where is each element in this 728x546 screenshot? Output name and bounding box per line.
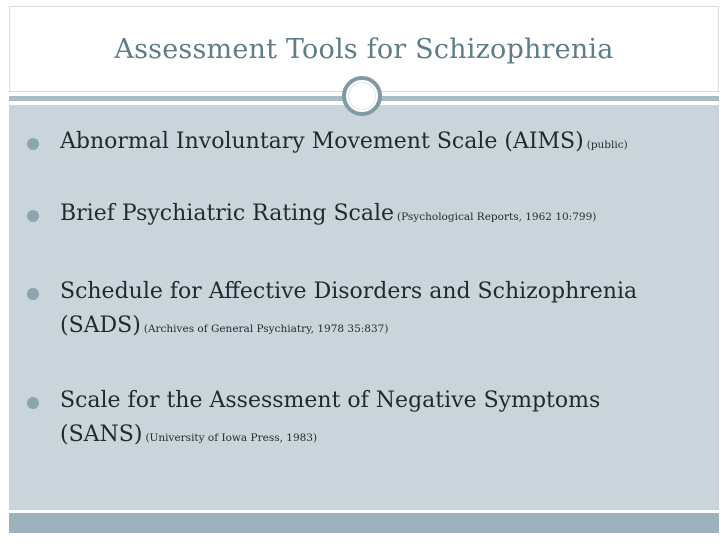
bullet-citation: (Psychological Reports, 1962 10:799) bbox=[397, 211, 597, 223]
bullet-abbrev: (SANS) bbox=[60, 422, 143, 447]
bullet-text bbox=[60, 197, 720, 234]
circle-ornament-icon bbox=[342, 76, 382, 116]
bullet-main: Brief Psychiatric Rating Scale bbox=[60, 201, 395, 226]
bullet-abbrev: (SADS) bbox=[60, 313, 141, 338]
bullet-citation: (Archives of General Psychiatry, 1978 35:837) bbox=[143, 323, 389, 335]
bullet-main: Abnormal Involuntary Movement Scale (AIMS) bbox=[60, 129, 584, 154]
footer-bar bbox=[9, 513, 719, 533]
bullet-text bbox=[60, 275, 720, 346]
bullet-icon bbox=[27, 210, 39, 222]
bullet-text bbox=[60, 384, 720, 455]
bullet-main: Schedule for Affective Disorders and Schizophrenia bbox=[60, 279, 638, 304]
bullet-icon bbox=[27, 138, 39, 150]
bullet-text bbox=[60, 125, 720, 162]
bullet-citation: (University of Iowa Press, 1983) bbox=[145, 432, 318, 444]
bullet-icon bbox=[27, 397, 39, 409]
content-area bbox=[9, 105, 719, 510]
bullet-icon bbox=[27, 288, 39, 300]
bullet-citation: (public) bbox=[586, 139, 628, 151]
slide-title: Assessment Tools for Schizophrenia bbox=[114, 34, 614, 65]
bullet-main: Scale for the Assessment of Negative Symptoms bbox=[60, 388, 601, 413]
